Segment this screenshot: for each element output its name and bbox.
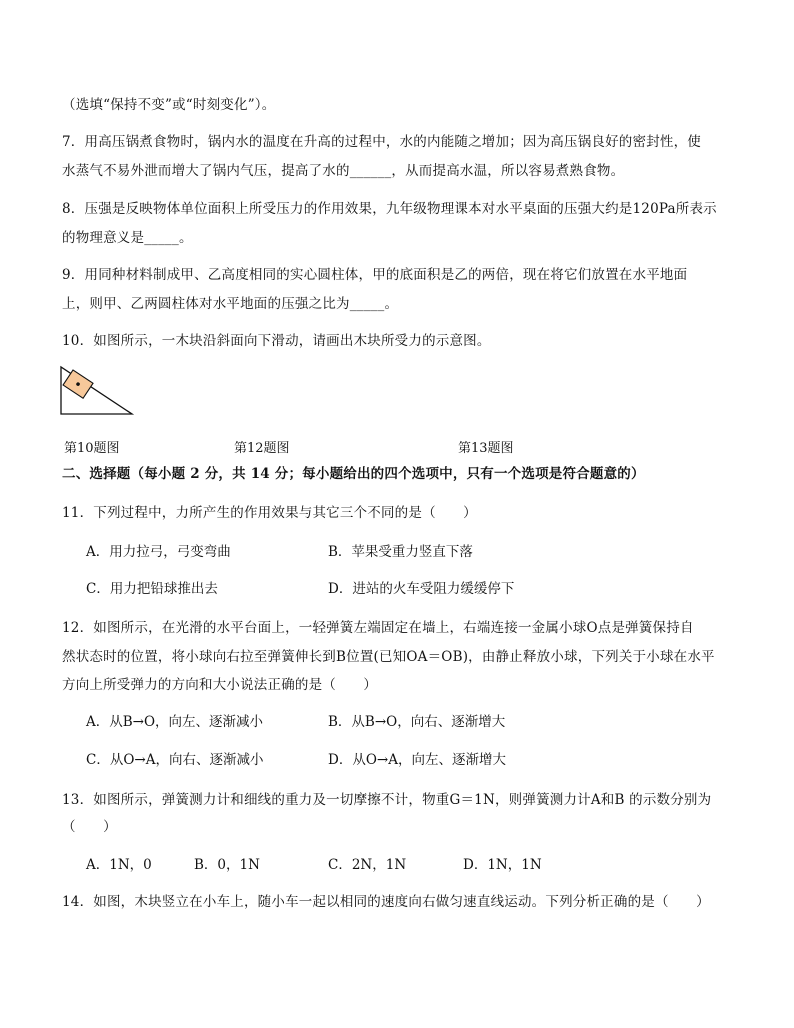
q13-line1: 13．如图所示，弹簧测力计和细线的重力及一切摩擦不计，物重G＝1N，则弹簧测力计A和B 的示数分别为	[62, 792, 712, 808]
q14-stem: 14．如图，木块竖立在小车上，随小车一起以相同的速度向右做匀速直线运动。下列分析正确的是（ ）	[62, 894, 710, 910]
incline-block-figure	[58, 364, 136, 418]
q12-option-b: B．从B→O，向右、逐渐增大	[328, 714, 506, 730]
q7-line2: 水蒸气不易外泄而增大了锅内气压，提高了水的______，从而提高水温，所以容易煮熟食物。	[62, 163, 625, 179]
q11-stem: 11．下列过程中，力所产生的作用效果与其它三个不同的是（ ）	[62, 505, 477, 521]
q12-line3: 方向上所受弹力的方向和大小说法正确的是（ ）	[62, 677, 378, 693]
q11-option-a: A．用力拉弓，弓变弯曲	[86, 544, 231, 560]
q8-line2: 的物理意义是_____。	[62, 230, 193, 246]
q12-option-d: D．从O→A，向左、逐渐增大	[328, 752, 506, 768]
q13-line2: （ ）	[62, 819, 117, 835]
q12-option-a: A．从B→O，向左、逐渐减小	[86, 714, 264, 730]
q13-option-a: A．1N，0	[86, 857, 152, 873]
q11-option-d: D．进站的火车受阻力缓缓停下	[328, 581, 515, 597]
q6-tail: （选填“保持不变”或“时刻变化”）。	[62, 97, 276, 113]
q12-option-c: C．从O→A，向右、逐渐减小	[86, 752, 264, 768]
section-2-heading: 二、选择题（每小题 2 分，共 14 分；每小题给出的四个选项中，只有一个选项是符合题意的）	[62, 466, 645, 482]
caption-fig13: 第13题图	[458, 441, 514, 456]
q13-option-c: C．2N，1N	[328, 857, 407, 873]
q13-option-d: D．1N，1N	[463, 857, 542, 873]
q9-line1: 9．用同种材料制成甲、乙高度相同的实心圆柱体，甲的底面积是乙的两倍，现在将它们放置在水平地面	[62, 267, 688, 283]
q9-line2: 上，则甲、乙两圆柱体对水平地面的压强之比为_____。	[62, 296, 399, 312]
q11-option-b: B．苹果受重力竖直下落	[328, 544, 473, 560]
q11-option-c: C．用力把铅球推出去	[86, 581, 218, 597]
caption-fig12: 第12题图	[234, 441, 290, 456]
q13-option-b: B．0，1N	[194, 857, 260, 873]
q7-line1: 7．用高压锅煮食物时，锅内水的温度在升高的过程中，水的内能随之增加；因为高压锅良好的密封性，使	[62, 134, 701, 150]
q10-stem: 10．如图所示，一木块沿斜面向下滑动，请画出木块所受力的示意图。	[62, 333, 491, 349]
q8-line1: 8．压强是反映物体单位面积上所受压力的作用效果，九年级物理课本对水平桌面的压强大约是120Pa所表示	[62, 201, 717, 217]
q12-line2: 然状态时的位置，将小球向右拉至弹簧伸长到B位置(已知OA＝OB)，由静止释放小球，下列关于小球在水平	[62, 649, 715, 665]
q12-line1: 12．如图所示，在光滑的水平台面上，一轻弹簧左端固定在墙上，右端连接一金属小球O点是弹簧保持自	[62, 620, 694, 636]
caption-fig10: 第10题图	[64, 441, 120, 456]
